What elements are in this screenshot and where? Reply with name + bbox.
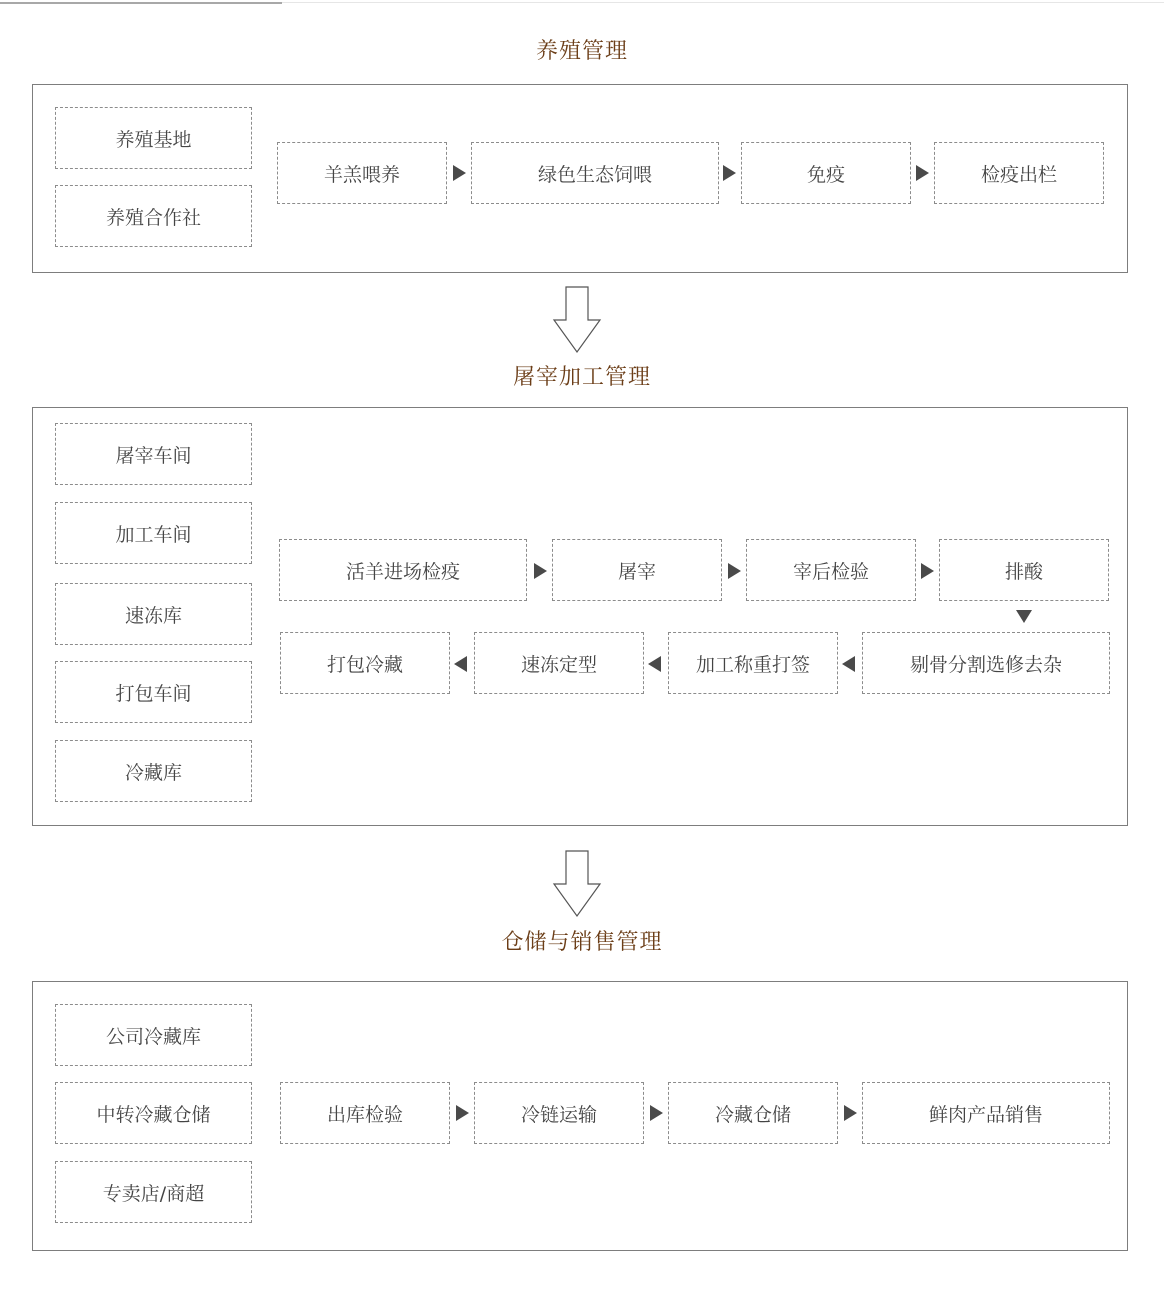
facility-box: 加工车间 [55, 502, 252, 564]
section-storage-sales [32, 981, 1128, 1251]
facility-box: 专卖店/商超 [55, 1161, 252, 1223]
flow-arrow-right [453, 165, 466, 181]
top-divider-accent [0, 2, 282, 4]
section-title-slaughter: 屠宰加工管理 [512, 365, 651, 390]
flow-arrow-down [1016, 610, 1032, 623]
section-title-storage-sales: 仓储与销售管理 [501, 930, 663, 955]
flow-arrow-right [844, 1105, 857, 1121]
down-arrow-icon [552, 850, 602, 918]
process-step: 加工称重打签 [668, 632, 838, 694]
flow-arrow-right [723, 165, 736, 181]
flow-arrow-right [650, 1105, 663, 1121]
process-step: 冷链运输 [474, 1082, 644, 1144]
section-breeding [32, 84, 1128, 273]
process-step: 羊羔喂养 [277, 142, 447, 204]
process-step: 宰后检验 [746, 539, 916, 601]
flow-arrow-right [916, 165, 929, 181]
flow-arrow-left [454, 656, 467, 672]
flow-arrow-right [456, 1105, 469, 1121]
process-step: 活羊进场检疫 [279, 539, 527, 601]
facility-box: 速冻库 [55, 583, 252, 645]
process-step: 免疫 [741, 142, 911, 204]
process-step: 速冻定型 [474, 632, 644, 694]
process-step: 打包冷藏 [280, 632, 450, 694]
process-step: 屠宰 [552, 539, 722, 601]
facility-box: 冷藏库 [55, 740, 252, 802]
flow-arrow-right [534, 563, 547, 579]
flow-arrow-right [921, 563, 934, 579]
facility-box: 中转冷藏仓储 [55, 1082, 252, 1144]
facility-box: 养殖合作社 [55, 185, 252, 247]
process-step: 出库检验 [280, 1082, 450, 1144]
process-step: 绿色生态饲喂 [471, 142, 719, 204]
section-slaughter [32, 407, 1128, 826]
facility-box: 公司冷藏库 [55, 1004, 252, 1066]
facility-box: 养殖基地 [55, 107, 252, 169]
process-step: 冷藏仓储 [668, 1082, 838, 1144]
flow-arrow-right [728, 563, 741, 579]
facility-box: 打包车间 [55, 661, 252, 723]
process-step: 鲜肉产品销售 [862, 1082, 1110, 1144]
process-step: 检疫出栏 [934, 142, 1104, 204]
process-step: 剔骨分割选修去杂 [862, 632, 1110, 694]
flow-arrow-left [648, 656, 661, 672]
process-step: 排酸 [939, 539, 1109, 601]
section-title-breeding: 养殖管理 [535, 39, 628, 64]
down-arrow-icon [552, 286, 602, 354]
facility-box: 屠宰车间 [55, 423, 252, 485]
flow-arrow-left [842, 656, 855, 672]
